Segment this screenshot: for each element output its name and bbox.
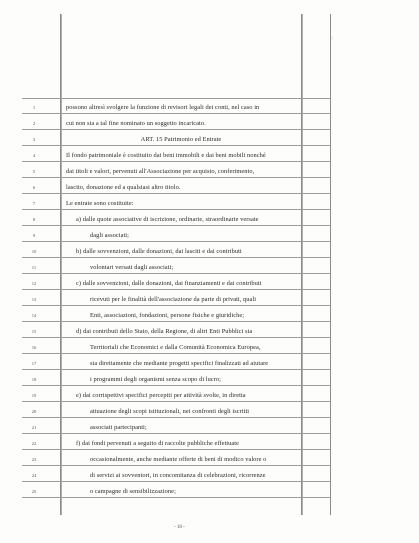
document-line [0,178,419,194]
line-number: 17 [31,361,37,366]
document-line [0,418,419,434]
line-number: 14 [31,313,37,318]
line-number: 11 [31,265,37,270]
document-line [0,290,419,306]
line-number: 19 [31,393,37,398]
line-number: 18 [31,377,37,382]
line-text: lascito, donazione ed a qualsiasi altro titolo. [66,184,181,191]
document-line [0,194,419,210]
document-line [0,114,419,130]
document-line [0,242,419,258]
line-number: 6 [32,185,36,190]
line-text: associati partecipanti; [90,424,147,431]
line-number: 4 [32,153,36,158]
document-line [0,226,419,242]
line-number: 13 [31,297,37,302]
bleed-mark: < [330,36,334,42]
line-number: 16 [31,345,37,350]
line-text: attuazione degli scopi istituzionali, nei confronti degli iscritti [90,408,250,415]
line-text: f) dai fondi pervenuti a seguito di raccolte pubbliche effettuate [76,440,240,447]
line-number: 8 [32,217,36,222]
document-line [0,306,419,322]
page-number: - 18 - [174,525,185,530]
line-text: a) dalle quote associative di iscrizione, ordinarie, straordinarie versate [76,216,259,223]
line-text: dai titoli e valori, pervenuti all'Associazione per acquisto, conferimento, [66,168,255,175]
line-text: Il fondo patrimoniale è costituito dai beni immobili e dai beni mobili nonché [66,152,266,159]
document-line [0,98,419,114]
line-text: o campagne di sensibilizzazione; [90,488,176,495]
line-number: 15 [31,329,37,334]
line-text: dagli associati; [90,232,129,239]
line-number: 23 [31,457,37,462]
line-text: possono altresì svolgere la funzione di revisori legali dei conti, nel caso in [66,104,260,111]
line-text: Territoriali che Economici e dalla Comunità Economica Europea, [90,344,261,351]
line-text: di servizi ai sovventori, in concomitanza di celebrazioni, ricorrenze [90,472,266,479]
line-text: c) dalle sovvenzioni, dalle donazioni, dai finanziamenti e dai contributi [76,280,262,287]
line-number: 7 [32,201,36,206]
line-text: volontari versati dagli associati; [90,264,174,271]
document-line [0,370,419,386]
line-text: ricevuti per le finalità dell'associazione da parte di privati, quali [90,296,257,303]
document-line [0,354,419,370]
line-text: i programmi degli organismi senza scopo di lucro; [90,376,222,383]
document-line [0,482,419,498]
line-text: Le entrate sono costituite: [66,200,134,207]
document-line [0,146,419,162]
document-line [0,434,419,450]
line-text: b) dalle sovvenzioni, dalle donazioni, dai lasciti e dai contributi [76,248,242,255]
line-number: 21 [31,425,37,430]
document-line [0,210,419,226]
line-number: 3 [32,137,36,142]
line-number: 24 [31,473,37,478]
document-line [0,258,419,274]
article-heading: ART. 15 Patrimonio ed Entrate [140,136,222,143]
line-text: d) dai contributi dello Stato, della Regione, di altri Enti Pubblici sia [76,328,253,335]
line-number: 25 [31,489,37,494]
line-text: Enti, associazioni, fondazioni, persone fisiche e giuridiche; [90,312,245,319]
line-text: cui non sia a tal fine nominato un soggetto incaricato. [66,120,206,127]
document-line [0,402,419,418]
document-line [0,162,419,178]
line-number: 9 [32,233,36,238]
document-line [0,274,419,290]
document-line [0,322,419,338]
line-number: 20 [31,409,37,414]
ruled-line [22,497,330,498]
document-line [0,130,419,146]
line-number: 12 [31,281,37,286]
line-number: 22 [31,441,37,446]
document-line [0,386,419,402]
document-line [0,450,419,466]
line-text: occasionalmente, anche mediante offerte di beni di modico valore o [90,456,267,463]
line-text: e) dai corrispettivi specifici percepiti per attività svolte, in diretta [76,392,246,399]
document-line [0,338,419,354]
line-number: 5 [32,169,36,174]
line-number: 2 [32,121,36,126]
document-line [0,466,419,482]
line-number: 1 [32,105,36,110]
line-number: 10 [31,249,37,254]
line-text: sia direttamente che mediante progetti specifici finalizzati ad aiutare [90,360,269,367]
